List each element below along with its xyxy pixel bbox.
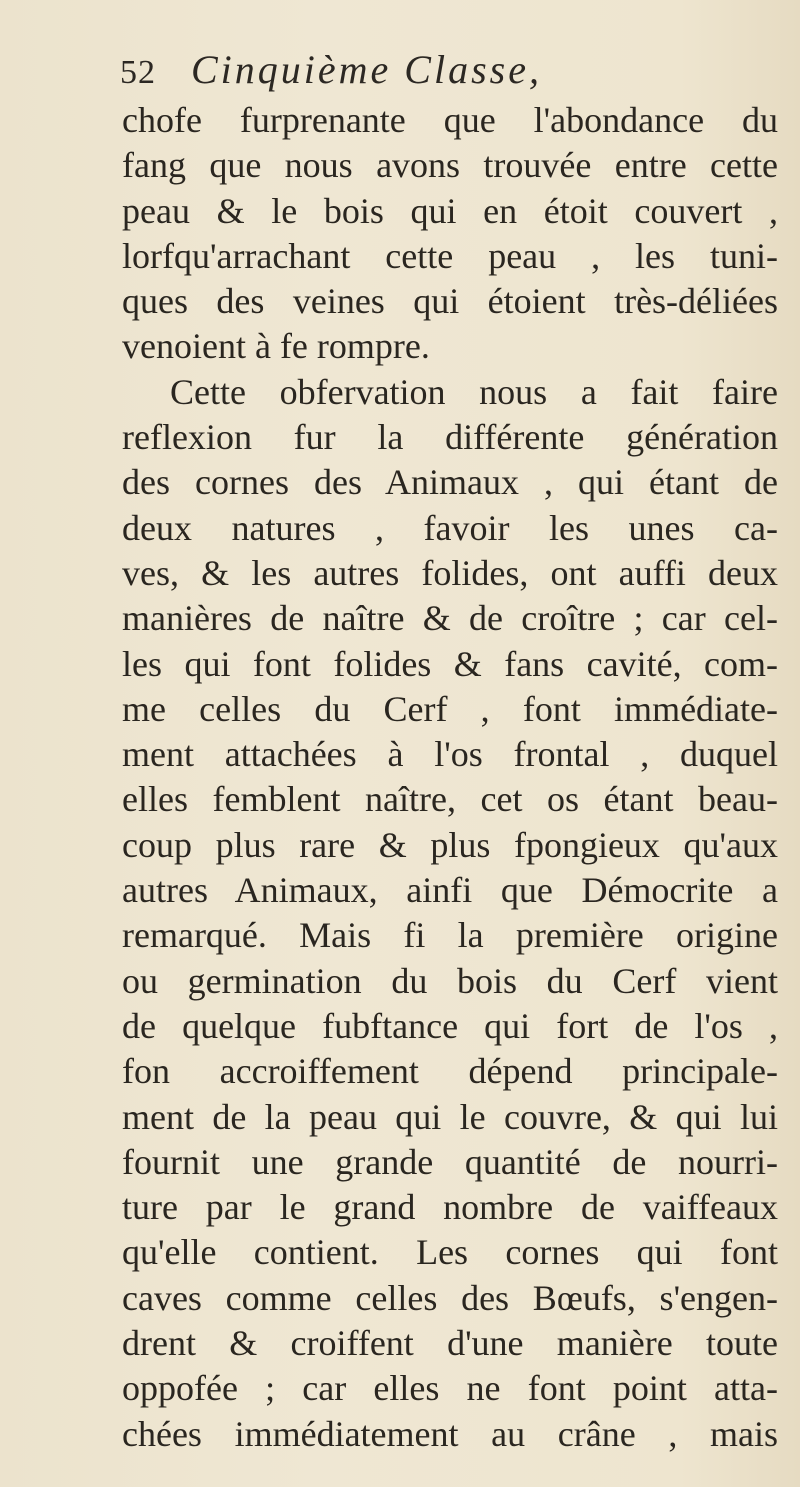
text-line: fang que nous avons trouvée entre cette — [122, 145, 778, 186]
text-line: ment attachées à l'os frontal , duquel — [122, 734, 778, 775]
page-number: 52 — [120, 54, 156, 91]
text-line: chofe furprenante que l'abondance du — [122, 100, 778, 140]
running-head: Cinquième Classe, — [191, 47, 542, 92]
text-line: venoient à fe rompre. — [122, 326, 430, 367]
text-line: peau & le bois qui en étoit couvert , — [122, 190, 778, 231]
paragraph-start-line: Cette obfervation nous a fait faire — [170, 371, 778, 412]
text-line: elles femblent naître, cet os étant beau- — [122, 779, 778, 820]
text-line: manières de naître & de croître ; car cel- — [122, 598, 778, 639]
text-line: chées immédiatement au crâne , mais — [122, 1413, 778, 1454]
text-line: autres Animaux, ainfi que Démocrite a — [122, 870, 778, 911]
text-line: oppofée ; car elles ne font point atta- — [122, 1368, 778, 1409]
text-line: qu'elle contient. Les cornes qui font — [122, 1232, 778, 1273]
text-line: reflexion fur la différente génération — [122, 417, 778, 458]
text-line: lorfqu'arrachant cette peau , les tuni- — [122, 235, 778, 276]
text-line: remarqué. Mais fi la première origine — [122, 915, 778, 956]
text-line: ques des veines qui étoient très-déliées — [122, 281, 778, 322]
text-line: ment de la peau qui le couvre, & qui lui — [122, 1096, 778, 1137]
text-line: des cornes des Animaux , qui étant de — [122, 462, 778, 503]
text-line: drent & croiffent d'une manière toute — [122, 1323, 778, 1364]
text-line: caves comme celles des Bœufs, s'engen- — [122, 1277, 778, 1318]
body-text — [122, 98, 778, 1457]
text-line: coup plus rare & plus fpongieux qu'aux — [122, 824, 778, 865]
text-line: ou germination du bois du Cerf vient — [122, 960, 778, 1001]
text-line: me celles du Cerf , font immédiate- — [122, 688, 778, 729]
text-line: ture par le grand nombre de vaiffeaux — [122, 1187, 778, 1228]
text-line: fon accroiffement dépend principale- — [122, 1051, 778, 1092]
text-line: de quelque fubftance qui fort de l'os , — [122, 1005, 778, 1046]
page-header — [120, 46, 740, 96]
text-line: les qui font folides & fans cavité, com- — [122, 643, 778, 684]
text-line: deux natures , favoir les unes ca- — [122, 507, 778, 548]
text-line: ves, & les autres folides, ont auffi deux — [122, 552, 778, 593]
text-line: fournit une grande quantité de nourri- — [122, 1141, 778, 1182]
